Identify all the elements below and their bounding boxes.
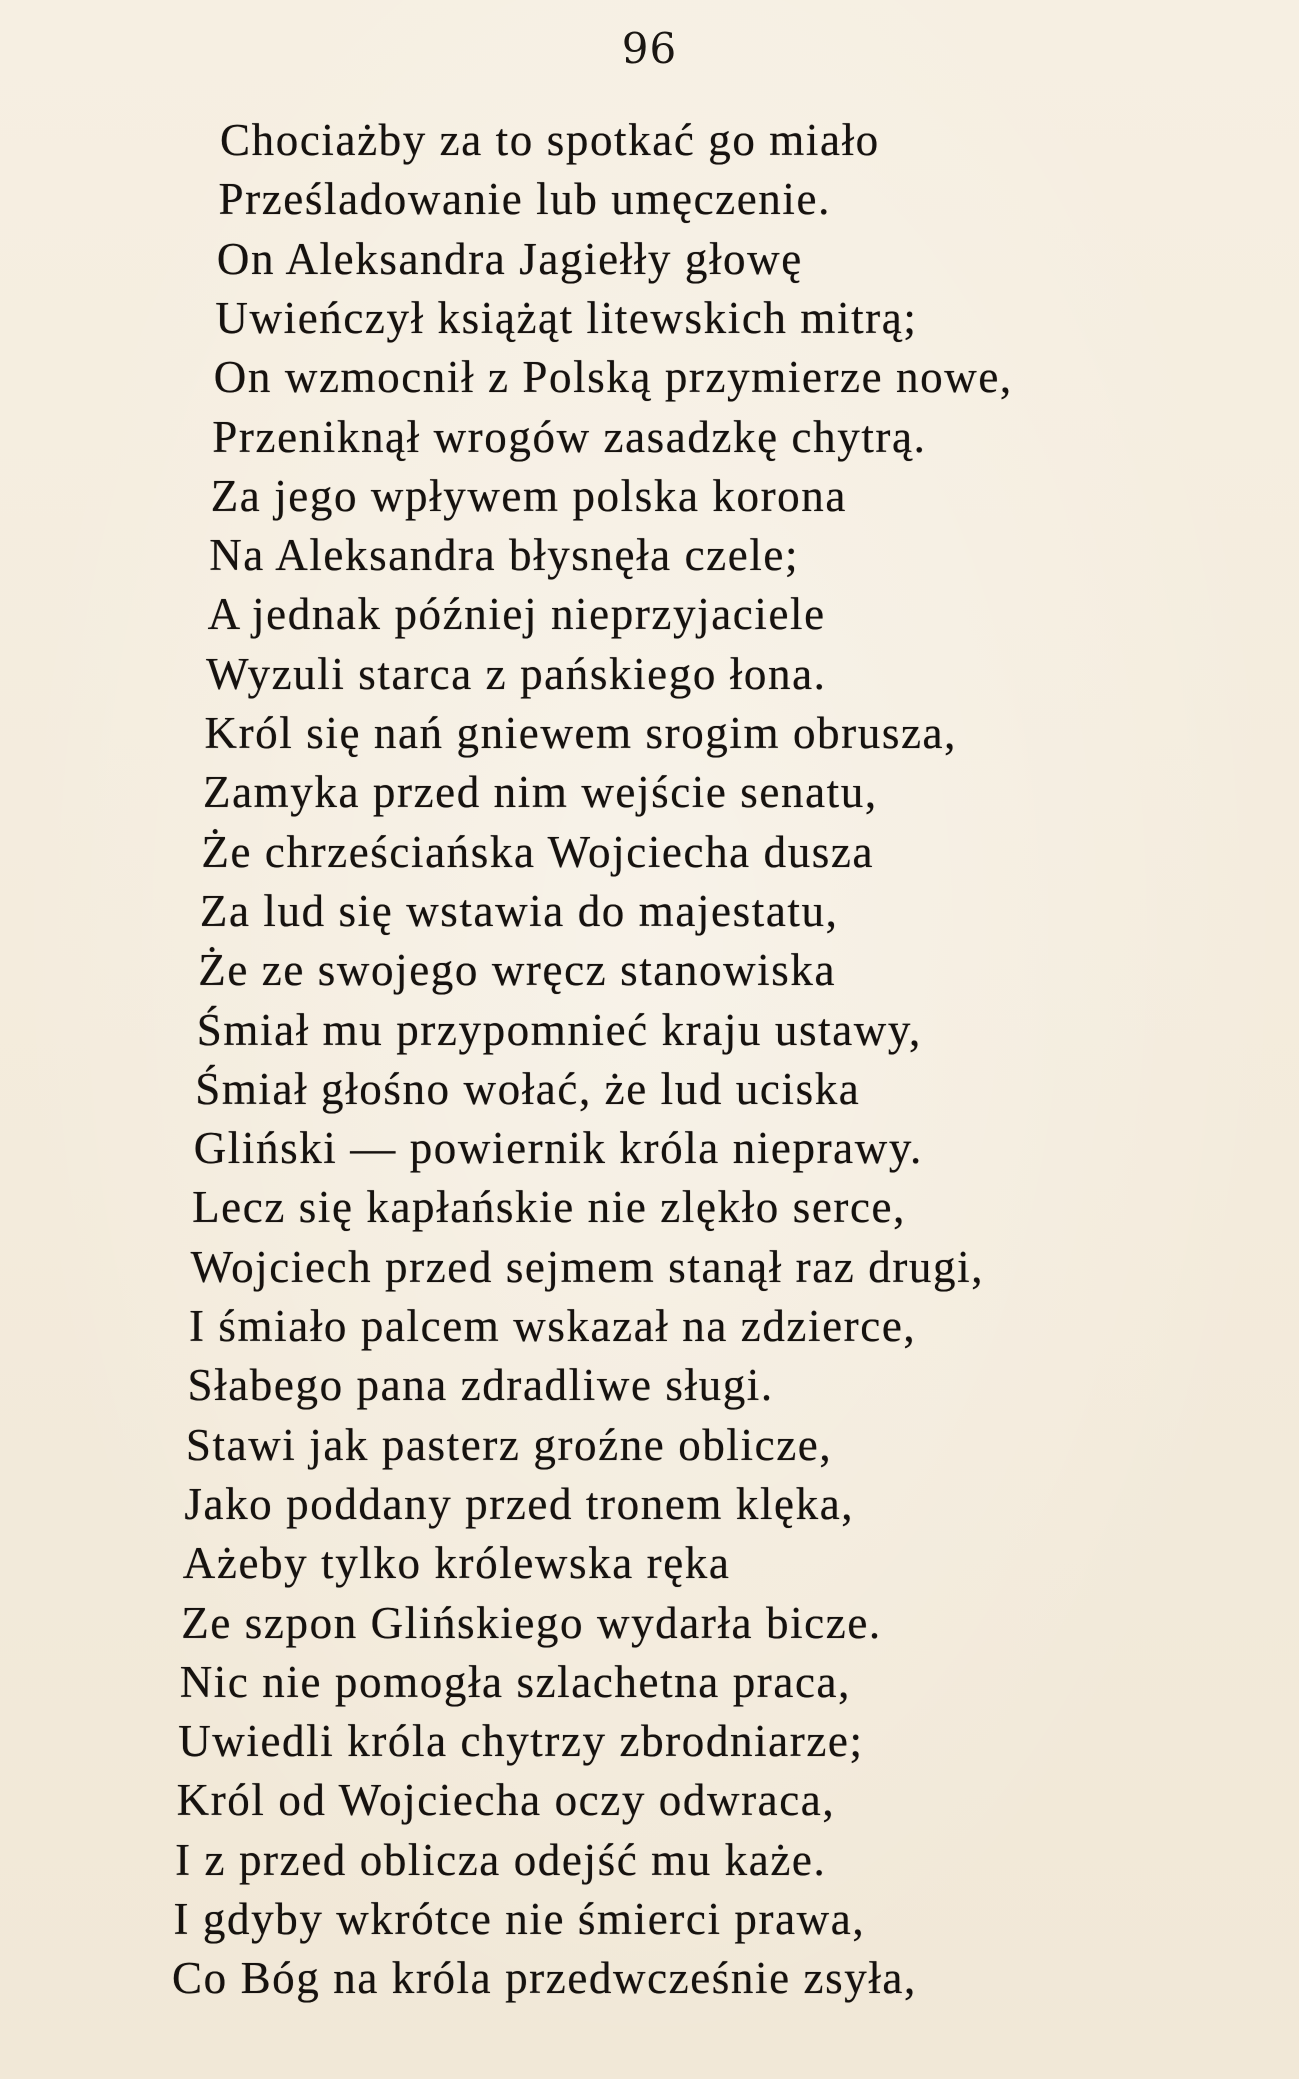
poem-line: Chociażby za to spotkać go miało (220, 115, 880, 165)
poem-line: Śmiał głośno wołać, że lud uciska (195, 1063, 861, 1114)
poem-line: Że chrześciańska Wojciecha dusza (201, 826, 875, 877)
poem-line: Wyzuli starca z pańskiego łona. (206, 648, 827, 699)
poem-line: Śmiał mu przypomnieć kraju ustawy, (196, 1004, 922, 1055)
poem-line: Zamyka przed nim wejście senatu, (203, 767, 878, 818)
poem-line: Ze szpon Glińskiego wydarła bicze. (181, 1597, 882, 1648)
poem-line: Uwiedli króla chytrzy zbrodniarze; (178, 1716, 864, 1767)
poem-line: Lecz się kapłańskie nie zlękło serce, (192, 1182, 906, 1233)
poem-line: Stawi jak pasterz groźne oblicze, (185, 1419, 833, 1470)
poem-line: Ażeby tylko królewska ręka (182, 1538, 731, 1589)
poem-line: Co Bóg na króla przedwcześnie zsyła, (172, 1953, 917, 2004)
poem-line: Nic nie pomogła szlachetna praca, (179, 1656, 851, 1707)
poem-line: Za lud się wstawia do majestatu, (199, 885, 839, 936)
poem-line: A jednak później nieprzyjaciele (207, 589, 826, 640)
poem-line: Słabego pana zdradliwe sługi. (187, 1360, 774, 1411)
poem-line: Król od Wojciecha oczy odwraca, (176, 1775, 836, 1826)
page-number: 96 (621, 24, 678, 73)
poem-line: I z przed oblicza odejść mu każe. (175, 1834, 827, 1885)
poem-line: Król się nań gniewem srogim obrusza, (204, 708, 957, 758)
poem-line: Jako poddany przed tronem klęka, (184, 1478, 855, 1529)
poem-line: I śmiało palcem wskazał na zdzierce, (189, 1301, 917, 1351)
poem-line: Wojciech przed sejmem stanął raz drugi, (190, 1241, 985, 1292)
poem-line: Na Aleksandra błysnęła czele; (209, 530, 800, 581)
poem-line: Gliński — powiernik króla nieprawy. (193, 1123, 923, 1174)
poem-line: On wzmocnił z Polską przymierze nowe, (213, 352, 1013, 403)
poem-line: Za jego wpływem polska korona (210, 470, 847, 521)
poem-line: On Aleksandra Jagiełły głowę (216, 233, 803, 284)
poem-line: Że ze swojego wręcz stanowiska (198, 945, 837, 996)
poem-line: I gdyby wkrótce nie śmierci prawa, (173, 1894, 866, 1944)
poem-line: Prześladowanie lub umęczenie. (218, 174, 831, 225)
poem-line: Uwieńczył książąt litewskich mitrą; (215, 292, 918, 343)
poem-line: Przeniknął wrogów zasadzkę chytrą. (212, 411, 927, 462)
